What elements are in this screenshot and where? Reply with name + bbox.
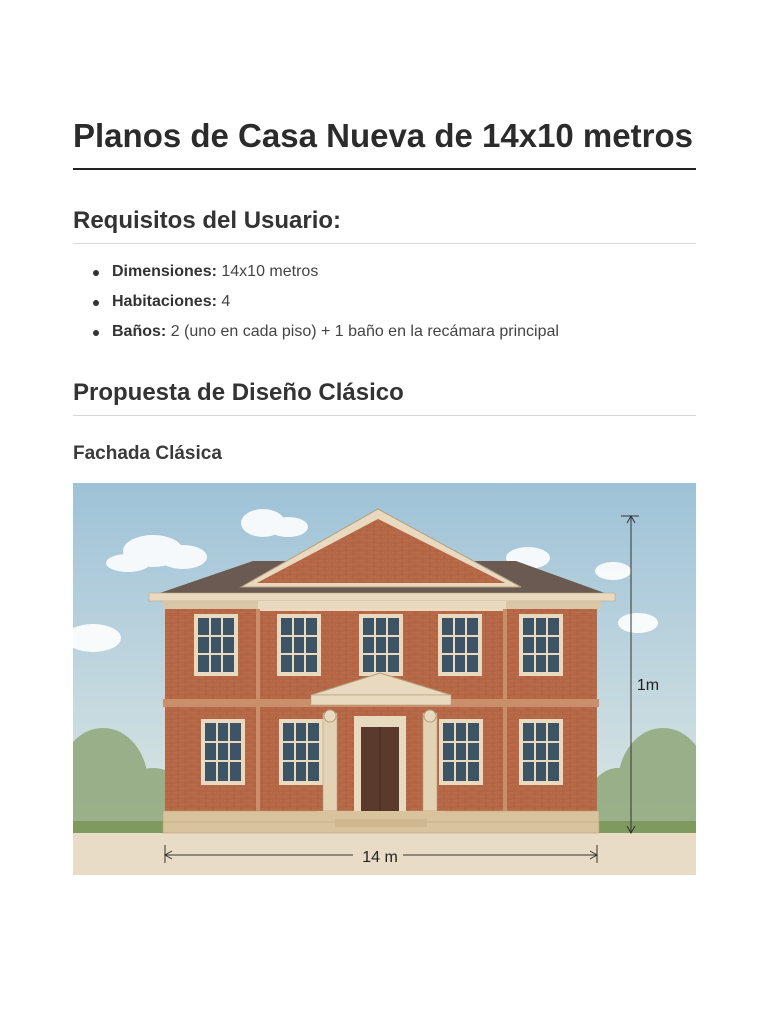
- requirement-value: 4: [221, 293, 231, 310]
- page-title: Planos de Casa Nueva de 14x10 metros: [73, 117, 693, 154]
- width-label: 14 m: [362, 849, 398, 866]
- facade-heading: Fachada Clásica: [73, 443, 222, 464]
- requirement-value: 2 (uno en cada piso) + 1 baño en la recámara principal: [170, 323, 559, 340]
- requirements-list: [73, 257, 559, 347]
- facade-illustration: [73, 483, 696, 875]
- list-item: [112, 287, 559, 317]
- height-label: 1m: [636, 677, 660, 694]
- title-divider: [73, 168, 696, 170]
- requirement-value: 14x10 metros: [221, 263, 319, 280]
- requirements-heading: Requisitos del Usuario:: [73, 207, 342, 234]
- list-item: [112, 257, 559, 287]
- list-item: [112, 317, 559, 347]
- requirements-divider: [73, 243, 696, 244]
- requirement-label: Habitaciones:: [112, 293, 217, 310]
- design-divider: [73, 415, 696, 416]
- requirement-label: Baños:: [112, 323, 167, 340]
- requirement-label: Dimensiones:: [112, 263, 217, 280]
- portico: [311, 673, 451, 827]
- design-heading: Propuesta de Diseño Clásico: [73, 379, 404, 406]
